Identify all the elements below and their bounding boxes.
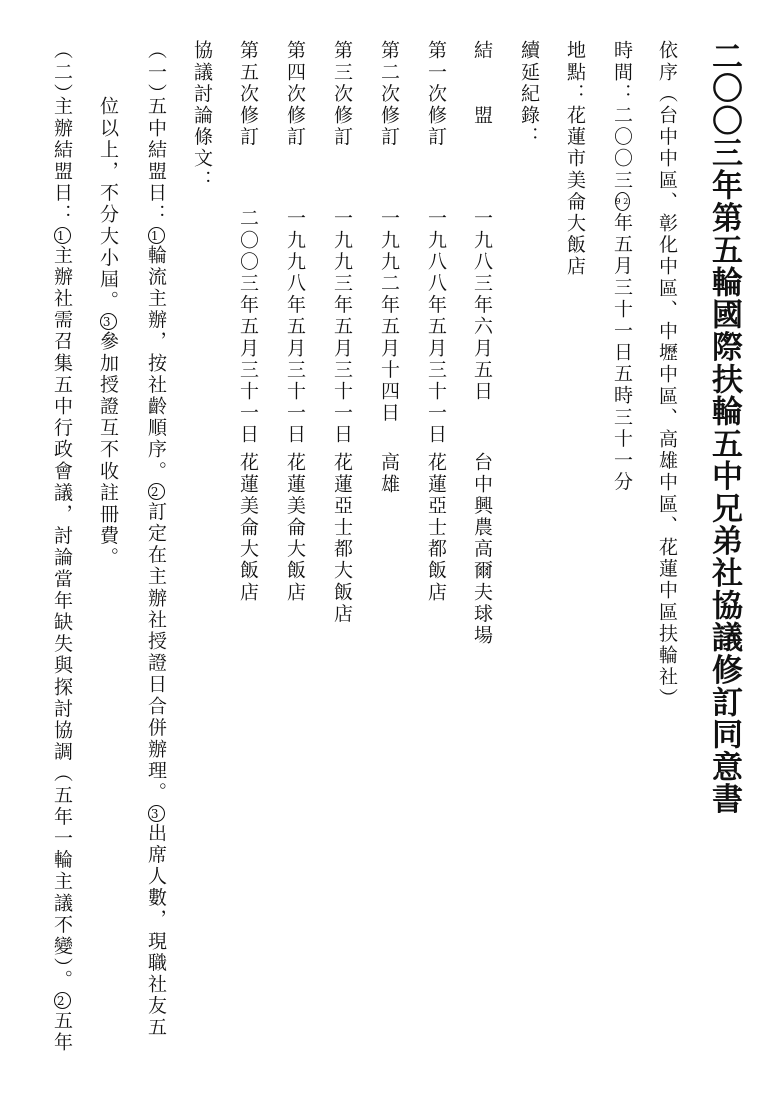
circled-number: 2	[148, 483, 165, 500]
history-row-date: 一九九三年五月三十一日	[331, 208, 353, 446]
history-row-venue: 台中興農高爾夫球場	[471, 452, 493, 647]
clauses-label: 協議討論條文：	[191, 40, 213, 192]
history-row-date: 一九九二年五月十四日	[378, 208, 400, 424]
history-row-label: 第二次修訂	[378, 40, 400, 148]
clause-1-heading: （一）	[145, 40, 167, 105]
history-row-venue: 高雄	[378, 452, 400, 496]
history-row-label: 第一次修訂	[425, 40, 447, 148]
place-line: 地點：花蓮市美侖大飯店	[564, 40, 586, 278]
history-row-venue: 花蓮美侖大飯店	[237, 452, 259, 604]
history-row-date: 一九八三年六月五日	[471, 208, 493, 403]
circled-number: 2	[54, 992, 71, 1009]
history-row-venue: 花蓮亞士都飯店	[425, 452, 447, 604]
document-title: 二〇〇三年第五輪國際扶輪五中兄弟社協議修訂同意書	[706, 40, 742, 816]
history-row-label: 第三次修訂	[331, 40, 353, 148]
history-row-label: 結 盟	[471, 40, 493, 127]
time-line	[612, 40, 631, 493]
clause-2-line-1: 主辦結盟日：1主辦社需召集五中行政會議，討論當年缺失與探討協調（五年一輪主議不變）。2五年	[51, 96, 73, 1054]
circled-number: 1	[54, 227, 71, 244]
history-row-label: 第四次修訂	[284, 40, 306, 148]
roc-year-badge: 92	[615, 192, 630, 211]
history-row-venue: 花蓮美侖大飯店	[284, 452, 306, 604]
clause-2-heading: （二）	[51, 40, 73, 105]
time-prefix: 時間：二〇〇三	[611, 40, 633, 192]
circled-number: 3	[100, 313, 117, 330]
history-row-date: 一九九八年五月三十一日	[284, 208, 306, 446]
history-label: 續延紀錄：	[518, 40, 540, 148]
time-suffix: 年五月三十一日五時三十一分	[611, 212, 633, 494]
circled-number: 1	[148, 227, 165, 244]
clause-1-line-1: 五中結盟日：1輪流主辦，按社齡順序。2訂定在主辦社授證日合併辦理。3出席人數，現職社友五	[145, 96, 167, 1039]
basis-line: 依序（台中中區、彰化中區、中壢中區、高雄中區、花蓮中區扶輪社）	[656, 40, 678, 710]
history-row-date: 二〇〇三年五月三十一日	[237, 208, 259, 446]
circled-number: 3	[148, 805, 165, 822]
history-row-label: 第五次修訂	[237, 40, 259, 148]
history-row-venue: 花蓮亞士都大飯店	[331, 452, 353, 625]
history-row-date: 一九八八年五月三十一日	[425, 208, 447, 446]
clause-1-line-2: 位以上，不分大小屆。3參加授證互不收註冊費。	[97, 96, 119, 569]
